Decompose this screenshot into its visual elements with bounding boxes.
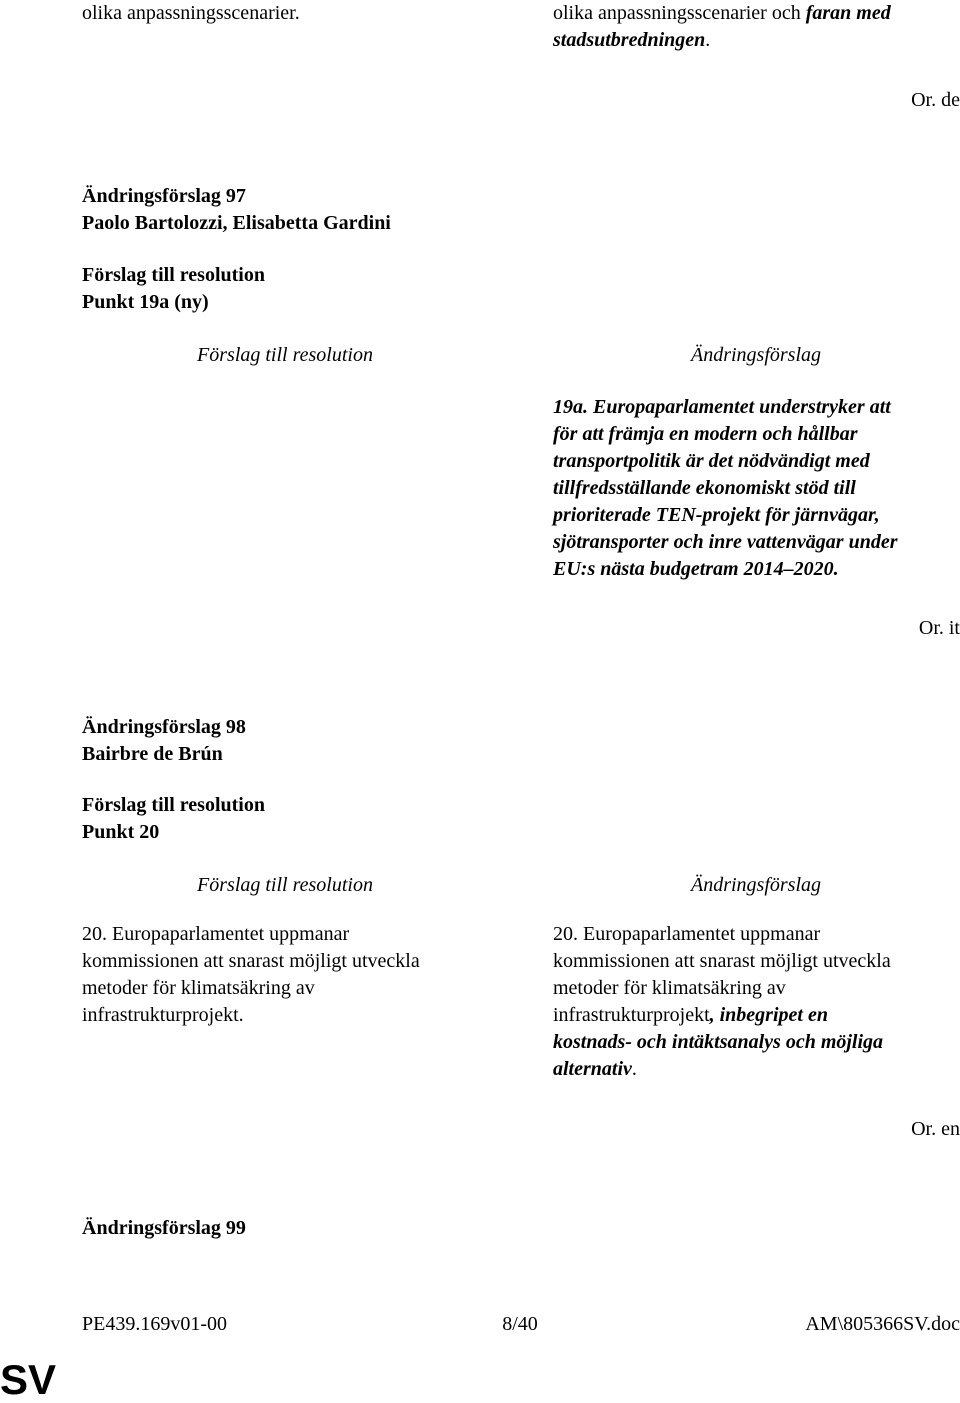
top-right-added-1: faran med bbox=[805, 2, 891, 24]
amendment-98-ref-1: Förslag till resolution bbox=[82, 794, 265, 816]
amendment-98-left-line: kommissionen att snarast möjligt utveckla bbox=[82, 950, 420, 972]
amendment-97-title: Ändringsförslag 97 bbox=[82, 185, 246, 207]
amendment-98-right-line: kommissionen att snarast möjligt utveckla bbox=[553, 950, 891, 972]
amendment-98-right-line: metoder för klimatsäkring av bbox=[553, 977, 786, 999]
original-language-de: Or. de bbox=[911, 89, 960, 111]
top-right-plain: olika anpassningsscenarier och bbox=[553, 2, 806, 24]
top-right-text bbox=[553, 0, 891, 54]
amendment-97-line: sjötransporter och inre vattenvägar under bbox=[553, 531, 898, 553]
original-language-it: Or. it bbox=[918, 617, 960, 639]
amendment-97-ref-1: Förslag till resolution bbox=[82, 264, 265, 286]
amendment-97-col-right-header: Ändringsförslag bbox=[690, 344, 822, 366]
amendment-97-authors: Paolo Bartolozzi, Elisabetta Gardini bbox=[82, 212, 391, 234]
amendment-97-right-text bbox=[553, 394, 897, 583]
amendment-98-col-right-header: Ändringsförslag bbox=[690, 874, 822, 896]
amendment-97-line: transportpolitik är det nödvändigt med bbox=[553, 450, 870, 472]
amendment-98-title: Ändringsförslag 98 bbox=[82, 716, 246, 738]
top-left-text: olika anpassningsscenarier. bbox=[82, 2, 300, 24]
original-language-en: Or. en bbox=[911, 1118, 960, 1140]
amendment-98-ref-2: Punkt 20 bbox=[82, 821, 160, 843]
amendment-98-right-text bbox=[553, 921, 891, 1083]
footer-reference: PE439.169v01-00 bbox=[82, 1313, 227, 1335]
footer-page-number: 8/40 bbox=[502, 1313, 538, 1335]
footer-language-code: SV bbox=[0, 1356, 57, 1403]
amendment-98-right-added: , inbegripet en bbox=[709, 1004, 828, 1026]
amendment-97-line: prioriterade TEN-projekt för järnvägar, bbox=[553, 504, 880, 526]
top-right-end: . bbox=[705, 29, 711, 51]
amendment-98-left-line: infrastrukturprojekt. bbox=[82, 1004, 244, 1026]
amendment-97-line: EU:s nästa budgetram 2014–2020. bbox=[553, 558, 839, 580]
amendment-97-line: 19a. Europaparlamentet understryker att bbox=[553, 396, 891, 418]
amendment-97-ref-2: Punkt 19a (ny) bbox=[82, 291, 209, 313]
top-right-added-2: stadsutbredningen bbox=[553, 29, 706, 51]
amendment-98-authors: Bairbre de Brún bbox=[82, 743, 223, 765]
amendment-98-right-end: . bbox=[631, 1058, 637, 1080]
amendment-97-line: för att främja en modern och hållbar bbox=[553, 423, 858, 445]
amendment-98-left-text bbox=[82, 921, 420, 1029]
amendment-98-right-added: kostnads- och intäktsanalys och möjliga bbox=[553, 1031, 884, 1053]
amendment-98-left-line: 20. Europaparlamentet uppmanar bbox=[82, 923, 350, 945]
amendment-97-line: tillfredsställande ekonomiskt stöd till bbox=[553, 477, 856, 499]
amendment-97-col-left-header: Förslag till resolution bbox=[197, 344, 373, 366]
amendment-99-title: Ändringsförslag 99 bbox=[82, 1217, 246, 1239]
footer-document-id: AM\805366SV.doc bbox=[805, 1313, 960, 1335]
amendment-98-right-line: 20. Europaparlamentet uppmanar bbox=[553, 923, 821, 945]
amendment-98-left-line: metoder för klimatsäkring av bbox=[82, 977, 315, 999]
amendment-98-col-left-header: Förslag till resolution bbox=[197, 874, 373, 896]
amendment-98-right-plain: infrastrukturprojekt bbox=[553, 1004, 710, 1026]
amendment-98-right-added: alternativ bbox=[553, 1058, 632, 1080]
